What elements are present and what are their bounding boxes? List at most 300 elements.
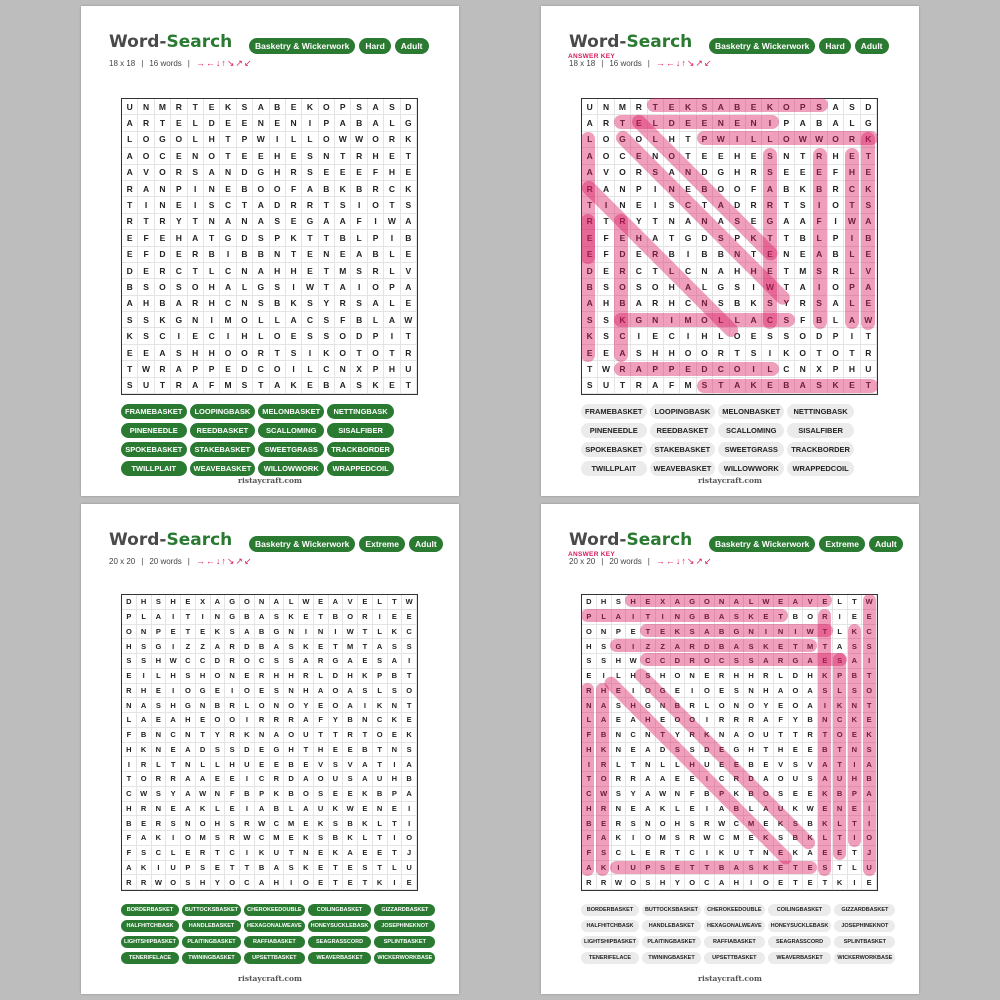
grid-cell[interactable]: E xyxy=(240,669,255,684)
grid-cell[interactable]: A xyxy=(730,861,745,876)
grid-cell[interactable]: C xyxy=(844,181,860,197)
grid-cell[interactable]: L xyxy=(166,846,181,861)
grid-cell[interactable]: H xyxy=(384,361,400,377)
grid-cell[interactable]: A xyxy=(664,165,680,181)
grid-cell[interactable]: R xyxy=(844,132,860,148)
grid-cell[interactable]: R xyxy=(225,639,240,654)
grid-cell[interactable]: I xyxy=(833,610,848,625)
grid-cell[interactable]: R xyxy=(715,713,730,728)
grid-cell[interactable]: C xyxy=(685,846,700,861)
grid-cell[interactable]: S xyxy=(270,610,285,625)
grid-cell[interactable]: N xyxy=(155,197,171,213)
grid-cell[interactable]: H xyxy=(730,669,745,684)
grid-cell[interactable]: B xyxy=(284,757,299,772)
grid-cell[interactable]: N xyxy=(373,802,388,817)
grid-cell[interactable]: I xyxy=(848,831,863,846)
grid-cell[interactable]: A xyxy=(122,165,138,181)
grid-cell[interactable]: A xyxy=(626,713,641,728)
grid-cell[interactable]: P xyxy=(612,625,627,640)
grid-cell[interactable]: E xyxy=(373,846,388,861)
grid-cell[interactable]: A xyxy=(220,214,236,230)
grid-cell[interactable]: O xyxy=(700,684,715,699)
grid-cell[interactable]: E xyxy=(299,610,314,625)
grid-cell[interactable]: A xyxy=(270,378,286,394)
grid-cell[interactable]: M xyxy=(730,831,745,846)
grid-cell[interactable]: U xyxy=(373,772,388,787)
grid-cell[interactable]: K xyxy=(314,816,329,831)
grid-cell[interactable]: T xyxy=(774,728,789,743)
grid-cell[interactable]: T xyxy=(789,861,804,876)
grid-cell[interactable]: T xyxy=(862,669,877,684)
grid-cell[interactable]: T xyxy=(388,846,403,861)
grid-cell[interactable]: T xyxy=(314,728,329,743)
grid-cell[interactable]: B xyxy=(329,831,344,846)
grid-cell[interactable]: K xyxy=(774,816,789,831)
grid-cell[interactable]: D xyxy=(582,595,597,610)
grid-cell[interactable]: H xyxy=(744,743,759,758)
grid-cell[interactable]: H xyxy=(166,669,181,684)
grid-cell[interactable]: A xyxy=(759,713,774,728)
grid-cell[interactable]: A xyxy=(680,214,696,230)
grid-cell[interactable]: R xyxy=(225,654,240,669)
grid-cell[interactable]: N xyxy=(795,361,811,377)
grid-cell[interactable]: N xyxy=(848,743,863,758)
grid-cell[interactable]: R xyxy=(302,197,318,213)
grid-cell[interactable]: R xyxy=(774,654,789,669)
grid-cell[interactable]: I xyxy=(648,197,664,213)
grid-cell[interactable]: N xyxy=(598,99,614,115)
grid-cell[interactable]: A xyxy=(715,610,730,625)
grid-cell[interactable]: W xyxy=(612,875,627,890)
grid-cell[interactable]: H xyxy=(671,816,686,831)
grid-cell[interactable]: C xyxy=(730,816,745,831)
grid-cell[interactable]: L xyxy=(671,802,686,817)
grid-cell[interactable]: C xyxy=(680,263,696,279)
grid-cell[interactable]: B xyxy=(358,743,373,758)
grid-cell[interactable]: S xyxy=(152,698,167,713)
grid-cell[interactable]: O xyxy=(284,698,299,713)
grid-cell[interactable]: C xyxy=(582,787,597,802)
grid-cell[interactable]: T xyxy=(648,263,664,279)
grid-cell[interactable]: O xyxy=(335,328,351,344)
grid-cell[interactable]: O xyxy=(713,181,729,197)
grid-cell[interactable]: G xyxy=(612,639,627,654)
grid-cell[interactable]: F xyxy=(774,713,789,728)
grid-cell[interactable]: B xyxy=(284,787,299,802)
grid-cell[interactable]: A xyxy=(302,181,318,197)
grid-cell[interactable]: S xyxy=(730,279,746,295)
grid-cell[interactable]: O xyxy=(122,625,137,640)
grid-cell[interactable]: R xyxy=(155,361,171,377)
grid-cell[interactable]: O xyxy=(335,345,351,361)
grid-cell[interactable]: T xyxy=(818,639,833,654)
grid-cell[interactable]: L xyxy=(384,115,400,131)
grid-cell[interactable]: E xyxy=(715,743,730,758)
grid-cell[interactable]: I xyxy=(759,625,774,640)
grid-cell[interactable]: O xyxy=(402,684,417,699)
grid-cell[interactable]: O xyxy=(685,713,700,728)
grid-cell[interactable]: U xyxy=(299,728,314,743)
grid-cell[interactable]: O xyxy=(598,132,614,148)
grid-cell[interactable]: K xyxy=(329,802,344,817)
grid-cell[interactable]: A xyxy=(137,831,152,846)
grid-cell[interactable]: A xyxy=(582,861,597,876)
grid-cell[interactable]: I xyxy=(862,654,877,669)
grid-cell[interactable]: E xyxy=(343,787,358,802)
grid-cell[interactable]: W xyxy=(253,132,269,148)
grid-cell[interactable]: T xyxy=(779,230,795,246)
grid-cell[interactable]: A xyxy=(648,378,664,394)
grid-cell[interactable]: B xyxy=(155,296,171,312)
grid-cell[interactable]: T xyxy=(582,197,598,213)
grid-cell[interactable]: S xyxy=(697,99,713,115)
grid-cell[interactable]: O xyxy=(237,345,253,361)
grid-cell[interactable]: C xyxy=(220,296,236,312)
grid-cell[interactable]: E xyxy=(270,757,285,772)
grid-cell[interactable]: O xyxy=(648,279,664,295)
grid-cell[interactable]: S xyxy=(204,197,220,213)
grid-cell[interactable]: S xyxy=(181,669,196,684)
grid-cell[interactable]: S xyxy=(779,328,795,344)
grid-cell[interactable]: G xyxy=(225,595,240,610)
grid-cell[interactable]: R xyxy=(648,247,664,263)
grid-cell[interactable]: O xyxy=(582,625,597,640)
grid-cell[interactable]: N xyxy=(656,698,671,713)
grid-cell[interactable]: A xyxy=(641,743,656,758)
grid-cell[interactable]: H xyxy=(171,230,187,246)
grid-cell[interactable]: F xyxy=(225,787,240,802)
grid-cell[interactable]: S xyxy=(351,99,367,115)
grid-cell[interactable]: D xyxy=(237,165,253,181)
grid-cell[interactable]: Y xyxy=(671,728,686,743)
grid-cell[interactable]: B xyxy=(582,279,598,295)
grid-cell[interactable]: S xyxy=(833,654,848,669)
grid-cell[interactable]: H xyxy=(730,875,745,890)
grid-cell[interactable]: P xyxy=(319,115,335,131)
grid-cell[interactable]: K xyxy=(286,378,302,394)
grid-cell[interactable]: T xyxy=(335,148,351,164)
grid-cell[interactable]: L xyxy=(122,132,138,148)
grid-cell[interactable]: N xyxy=(286,115,302,131)
grid-cell[interactable]: S xyxy=(351,296,367,312)
grid-cell[interactable]: L xyxy=(237,279,253,295)
grid-cell[interactable]: G xyxy=(641,698,656,713)
grid-cell[interactable]: H xyxy=(388,772,403,787)
grid-cell[interactable]: I xyxy=(137,669,152,684)
grid-cell[interactable]: A xyxy=(401,279,417,295)
grid-cell[interactable]: P xyxy=(730,230,746,246)
grid-cell[interactable]: S xyxy=(137,654,152,669)
grid-cell[interactable]: B xyxy=(329,610,344,625)
grid-cell[interactable]: T xyxy=(582,361,598,377)
grid-cell[interactable]: T xyxy=(664,230,680,246)
grid-cell[interactable]: E xyxy=(384,378,400,394)
grid-cell[interactable]: A xyxy=(351,247,367,263)
grid-cell[interactable]: A xyxy=(388,654,403,669)
grid-cell[interactable]: H xyxy=(314,743,329,758)
grid-cell[interactable]: V xyxy=(138,165,154,181)
grid-cell[interactable]: A xyxy=(181,787,196,802)
grid-cell[interactable]: F xyxy=(314,713,329,728)
grid-cell[interactable]: K xyxy=(152,831,167,846)
grid-cell[interactable]: L xyxy=(240,698,255,713)
grid-cell[interactable]: T xyxy=(373,861,388,876)
grid-cell[interactable]: D xyxy=(351,328,367,344)
grid-cell[interactable]: L xyxy=(284,595,299,610)
grid-cell[interactable]: O xyxy=(240,684,255,699)
grid-cell[interactable]: U xyxy=(122,99,138,115)
grid-cell[interactable]: N xyxy=(211,787,226,802)
grid-cell[interactable]: E xyxy=(220,115,236,131)
grid-cell[interactable]: T xyxy=(833,757,848,772)
grid-cell[interactable]: S xyxy=(811,99,827,115)
grid-cell[interactable]: N xyxy=(697,214,713,230)
grid-cell[interactable]: W xyxy=(656,787,671,802)
grid-cell[interactable]: L xyxy=(373,684,388,699)
grid-cell[interactable]: K xyxy=(299,639,314,654)
grid-cell[interactable]: P xyxy=(848,787,863,802)
grid-cell[interactable]: G xyxy=(615,132,631,148)
grid-cell[interactable]: I xyxy=(626,684,641,699)
grid-cell[interactable]: M xyxy=(220,312,236,328)
grid-cell[interactable]: E xyxy=(582,230,598,246)
grid-cell[interactable]: I xyxy=(685,684,700,699)
grid-cell[interactable]: S xyxy=(211,831,226,846)
grid-cell[interactable]: O xyxy=(828,197,844,213)
grid-cell[interactable]: T xyxy=(319,279,335,295)
grid-cell[interactable]: O xyxy=(795,328,811,344)
grid-cell[interactable]: I xyxy=(152,861,167,876)
grid-cell[interactable]: I xyxy=(351,279,367,295)
grid-cell[interactable]: T xyxy=(641,610,656,625)
grid-cell[interactable]: S xyxy=(762,328,778,344)
grid-cell[interactable]: A xyxy=(631,296,647,312)
grid-cell[interactable]: E xyxy=(166,625,181,640)
grid-cell[interactable]: L xyxy=(833,595,848,610)
grid-cell[interactable]: T xyxy=(615,378,631,394)
grid-cell[interactable]: I xyxy=(612,861,627,876)
grid-cell[interactable]: E xyxy=(314,861,329,876)
grid-cell[interactable]: W xyxy=(861,312,877,328)
grid-cell[interactable]: H xyxy=(270,875,285,890)
grid-cell[interactable]: H xyxy=(828,148,844,164)
grid-cell[interactable]: B xyxy=(270,802,285,817)
grid-cell[interactable]: V xyxy=(803,757,818,772)
grid-cell[interactable]: E xyxy=(631,247,647,263)
grid-cell[interactable]: A xyxy=(746,312,762,328)
grid-cell[interactable]: N xyxy=(746,115,762,131)
grid-cell[interactable]: L xyxy=(730,312,746,328)
grid-cell[interactable]: E xyxy=(759,816,774,831)
grid-cell[interactable]: I xyxy=(656,610,671,625)
grid-cell[interactable]: B xyxy=(351,181,367,197)
grid-cell[interactable]: L xyxy=(253,312,269,328)
grid-cell[interactable]: M xyxy=(343,639,358,654)
grid-cell[interactable]: O xyxy=(329,698,344,713)
grid-cell[interactable]: A xyxy=(828,99,844,115)
grid-cell[interactable]: O xyxy=(171,132,187,148)
grid-cell[interactable]: K xyxy=(759,831,774,846)
grid-cell[interactable]: N xyxy=(188,312,204,328)
grid-cell[interactable]: E xyxy=(351,165,367,181)
grid-cell[interactable]: K xyxy=(789,846,804,861)
grid-cell[interactable]: I xyxy=(680,328,696,344)
grid-cell[interactable]: A xyxy=(270,595,285,610)
grid-cell[interactable]: I xyxy=(122,757,137,772)
grid-cell[interactable]: R xyxy=(612,816,627,831)
grid-cell[interactable]: D xyxy=(240,743,255,758)
grid-cell[interactable]: V xyxy=(598,165,614,181)
grid-cell[interactable]: R xyxy=(631,99,647,115)
grid-cell[interactable]: E xyxy=(598,345,614,361)
grid-cell[interactable]: E xyxy=(582,247,598,263)
grid-cell[interactable]: L xyxy=(746,132,762,148)
grid-cell[interactable]: E xyxy=(861,296,877,312)
grid-cell[interactable]: H xyxy=(656,875,671,890)
grid-cell[interactable]: I xyxy=(220,328,236,344)
grid-cell[interactable]: W xyxy=(343,625,358,640)
grid-cell[interactable]: R xyxy=(730,713,745,728)
grid-cell[interactable]: N xyxy=(664,214,680,230)
grid-cell[interactable]: P xyxy=(388,787,403,802)
grid-cell[interactable]: T xyxy=(253,378,269,394)
grid-cell[interactable]: T xyxy=(818,875,833,890)
grid-cell[interactable]: A xyxy=(828,115,844,131)
grid-cell[interactable]: O xyxy=(615,165,631,181)
grid-cell[interactable]: S xyxy=(122,378,138,394)
grid-cell[interactable]: C xyxy=(152,846,167,861)
grid-cell[interactable]: T xyxy=(351,345,367,361)
grid-cell[interactable]: W xyxy=(803,625,818,640)
grid-cell[interactable]: H xyxy=(597,595,612,610)
grid-cell[interactable]: E xyxy=(680,361,696,377)
grid-cell[interactable]: S xyxy=(631,279,647,295)
grid-cell[interactable]: A xyxy=(803,654,818,669)
grid-cell[interactable]: E xyxy=(671,861,686,876)
grid-cell[interactable]: V xyxy=(401,263,417,279)
grid-cell[interactable]: E xyxy=(612,713,627,728)
grid-cell[interactable]: O xyxy=(255,698,270,713)
grid-cell[interactable]: C xyxy=(715,772,730,787)
grid-cell[interactable]: K xyxy=(861,132,877,148)
grid-cell[interactable]: E xyxy=(358,595,373,610)
grid-cell[interactable]: S xyxy=(181,875,196,890)
grid-cell[interactable]: K xyxy=(861,181,877,197)
grid-cell[interactable]: E xyxy=(774,861,789,876)
grid-cell[interactable]: T xyxy=(358,639,373,654)
grid-cell[interactable]: S xyxy=(582,378,598,394)
grid-cell[interactable]: E xyxy=(152,684,167,699)
grid-cell[interactable]: E xyxy=(730,115,746,131)
grid-cell[interactable]: E xyxy=(759,757,774,772)
grid-cell[interactable]: N xyxy=(641,728,656,743)
grid-cell[interactable]: I xyxy=(811,279,827,295)
grid-cell[interactable]: U xyxy=(166,861,181,876)
grid-cell[interactable]: A xyxy=(270,861,285,876)
grid-cell[interactable]: A xyxy=(597,713,612,728)
grid-cell[interactable]: S xyxy=(697,378,713,394)
grid-cell[interactable]: L xyxy=(671,757,686,772)
grid-cell[interactable]: H xyxy=(582,743,597,758)
grid-cell[interactable]: E xyxy=(626,802,641,817)
grid-cell[interactable]: E xyxy=(848,610,863,625)
grid-cell[interactable]: L xyxy=(833,684,848,699)
grid-cell[interactable]: R xyxy=(152,816,167,831)
grid-cell[interactable]: H xyxy=(204,132,220,148)
grid-cell[interactable]: H xyxy=(730,263,746,279)
grid-cell[interactable]: F xyxy=(582,728,597,743)
grid-cell[interactable]: M xyxy=(335,263,351,279)
grid-cell[interactable]: B xyxy=(811,115,827,131)
grid-cell[interactable]: A xyxy=(373,639,388,654)
grid-cell[interactable]: S xyxy=(351,263,367,279)
grid-cell[interactable]: G xyxy=(196,684,211,699)
grid-cell[interactable]: S xyxy=(196,861,211,876)
grid-cell[interactable]: X xyxy=(351,361,367,377)
grid-cell[interactable]: A xyxy=(368,99,384,115)
grid-cell[interactable]: N xyxy=(220,165,236,181)
grid-cell[interactable]: R xyxy=(615,361,631,377)
grid-cell[interactable]: F xyxy=(204,378,220,394)
grid-cell[interactable]: K xyxy=(833,698,848,713)
grid-cell[interactable]: L xyxy=(818,831,833,846)
grid-cell[interactable]: P xyxy=(631,181,647,197)
grid-cell[interactable]: E xyxy=(343,861,358,876)
grid-cell[interactable]: K xyxy=(358,816,373,831)
grid-cell[interactable]: A xyxy=(402,757,417,772)
grid-cell[interactable]: U xyxy=(833,772,848,787)
grid-cell[interactable]: N xyxy=(253,115,269,131)
grid-cell[interactable]: T xyxy=(314,610,329,625)
grid-cell[interactable]: I xyxy=(188,197,204,213)
grid-cell[interactable]: E xyxy=(402,713,417,728)
grid-cell[interactable]: D xyxy=(811,328,827,344)
grid-cell[interactable]: A xyxy=(795,378,811,394)
grid-cell[interactable]: T xyxy=(196,728,211,743)
grid-cell[interactable]: E xyxy=(335,165,351,181)
grid-cell[interactable]: S xyxy=(848,639,863,654)
grid-cell[interactable]: L xyxy=(762,361,778,377)
grid-cell[interactable]: L xyxy=(582,132,598,148)
grid-cell[interactable]: W xyxy=(240,831,255,846)
grid-cell[interactable]: U xyxy=(789,772,804,787)
grid-cell[interactable]: B xyxy=(388,669,403,684)
grid-cell[interactable]: A xyxy=(631,361,647,377)
grid-cell[interactable]: M xyxy=(196,831,211,846)
grid-cell[interactable]: K xyxy=(803,831,818,846)
grid-cell[interactable]: E xyxy=(697,148,713,164)
grid-cell[interactable]: B xyxy=(795,230,811,246)
grid-cell[interactable]: E xyxy=(171,247,187,263)
grid-cell[interactable]: E xyxy=(715,684,730,699)
grid-cell[interactable]: K xyxy=(343,831,358,846)
grid-cell[interactable]: E xyxy=(774,639,789,654)
grid-cell[interactable]: S xyxy=(730,654,745,669)
grid-cell[interactable]: R xyxy=(253,345,269,361)
grid-cell[interactable]: L xyxy=(152,757,167,772)
grid-cell[interactable]: K xyxy=(715,846,730,861)
grid-cell[interactable]: E xyxy=(697,115,713,131)
grid-cell[interactable]: G xyxy=(253,165,269,181)
grid-cell[interactable]: D xyxy=(122,595,137,610)
grid-cell[interactable]: G xyxy=(401,115,417,131)
grid-cell[interactable]: L xyxy=(211,757,226,772)
grid-cell[interactable]: O xyxy=(828,279,844,295)
grid-cell[interactable]: B xyxy=(833,787,848,802)
grid-cell[interactable]: R xyxy=(713,345,729,361)
grid-cell[interactable]: T xyxy=(358,875,373,890)
grid-cell[interactable]: A xyxy=(582,296,598,312)
